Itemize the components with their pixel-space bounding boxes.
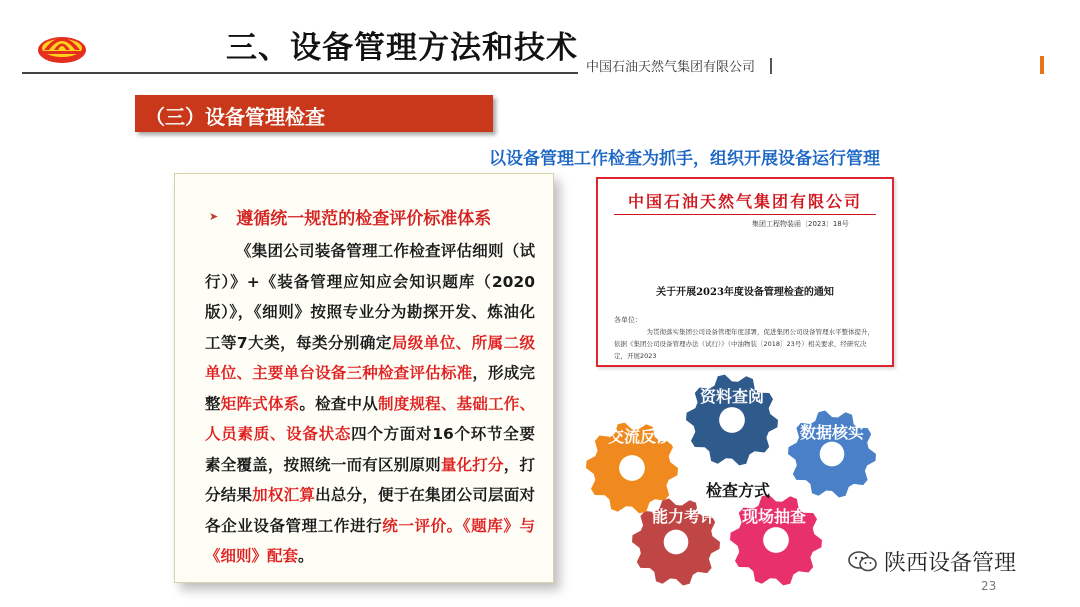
body-text-run: 。 xyxy=(298,547,314,565)
standards-text-box xyxy=(174,173,554,583)
body-text-run: ，形成完整 xyxy=(205,364,535,413)
notice-header: 中国石油天然气集团有限公司 xyxy=(627,192,862,211)
highlight-text: 加权汇算 xyxy=(252,486,316,504)
body-text-run: 。检查中从 xyxy=(299,394,378,413)
notice-addressee: 各单位： xyxy=(614,316,642,324)
gear-feedback xyxy=(586,423,678,514)
body-text-run: 《集团公司装备管理工作检查评估细则（试行）》+《装备管理应知应会知识题库（2020版）》，《细则》按照专业分为勘探开发、炼油化工等7大类，每类分别确定 xyxy=(205,242,535,352)
wechat-watermark xyxy=(848,546,1016,577)
highlight-text: 量化打分 xyxy=(440,455,504,474)
highlight-text: 制度规程、基础工作、人员素质、设备状态 xyxy=(205,394,535,443)
wechat-icon xyxy=(848,550,878,574)
standards-body-text xyxy=(205,236,535,572)
gear-label: 交流反馈 xyxy=(607,427,673,446)
bullet-heading-text: 遵循统一规范的检查评价标准体系 xyxy=(236,209,492,229)
header-divider xyxy=(22,72,578,74)
section-banner-label: （三）设备管理检查 xyxy=(145,105,325,129)
gears-center-label: 检查方式 xyxy=(705,481,771,500)
gear-data-review xyxy=(686,375,778,466)
notice-document-image xyxy=(596,177,894,367)
gear-label: 能力考评 xyxy=(651,507,717,526)
body-text-run: 四个方面对16个环节全要素全覆盖，按照统一而有区别原则 xyxy=(205,425,535,474)
notice-doc-number: 集团工程物装函〔2023〕18号 xyxy=(752,220,849,228)
gear-hole xyxy=(820,442,845,467)
page-number: 23 xyxy=(981,579,997,593)
wechat-account-name: 陕西设备管理 xyxy=(884,551,1017,576)
company-divider xyxy=(770,58,772,74)
gear-data-verify xyxy=(788,411,876,498)
highlight-text: 矩阵式体系 xyxy=(220,394,300,413)
bullet-heading xyxy=(209,204,491,229)
page-title: 三、设备管理方法和技术 xyxy=(226,30,578,66)
inspection-methods-gears xyxy=(580,372,890,604)
body-text-run: 出总分，便于在集团公司层面对各企业设备管理工作进行 xyxy=(205,486,535,535)
gear-hole xyxy=(664,530,689,555)
section-banner xyxy=(135,95,493,132)
notice-title: 关于开展2023年度设备管理检查的通知 xyxy=(656,287,834,298)
company-name: 中国石油天然气集团有限公司 xyxy=(586,60,756,75)
highlight-text: 局级单位、所属二级单位、主要单台设备三种检查评估标准 xyxy=(205,333,535,382)
gear-label: 数据核实 xyxy=(799,423,865,442)
body-text-run: ，打分结果 xyxy=(205,455,535,504)
petrochina-logo-icon xyxy=(34,22,90,64)
slide-subtitle: 以设备管理工作检查为抓手，组织开展设备运行管理 xyxy=(489,149,880,169)
gear-label: 现场抽查 xyxy=(741,507,807,526)
bullet-arrow-icon: ➤ xyxy=(209,210,219,223)
notice-body: 为贯彻落实集团公司设备管理年度部署，促进集团公司设备管理水平整体提升，依据《集团公司设备管理办法（试行）》（中油物装〔2018〕23号）相关要求，经研究决定，开展2023 xyxy=(614,328,874,360)
gear-hole xyxy=(619,455,645,481)
notice-header-rule xyxy=(614,214,876,215)
gear-label: 资料查阅 xyxy=(699,387,765,406)
gear-hole xyxy=(763,527,789,553)
accent-mark xyxy=(1040,56,1044,74)
gear-site-spot-check xyxy=(730,495,822,586)
highlight-text: 统一评价。《题库》与《细则》配套 xyxy=(205,516,535,565)
gear-hole xyxy=(719,407,745,433)
